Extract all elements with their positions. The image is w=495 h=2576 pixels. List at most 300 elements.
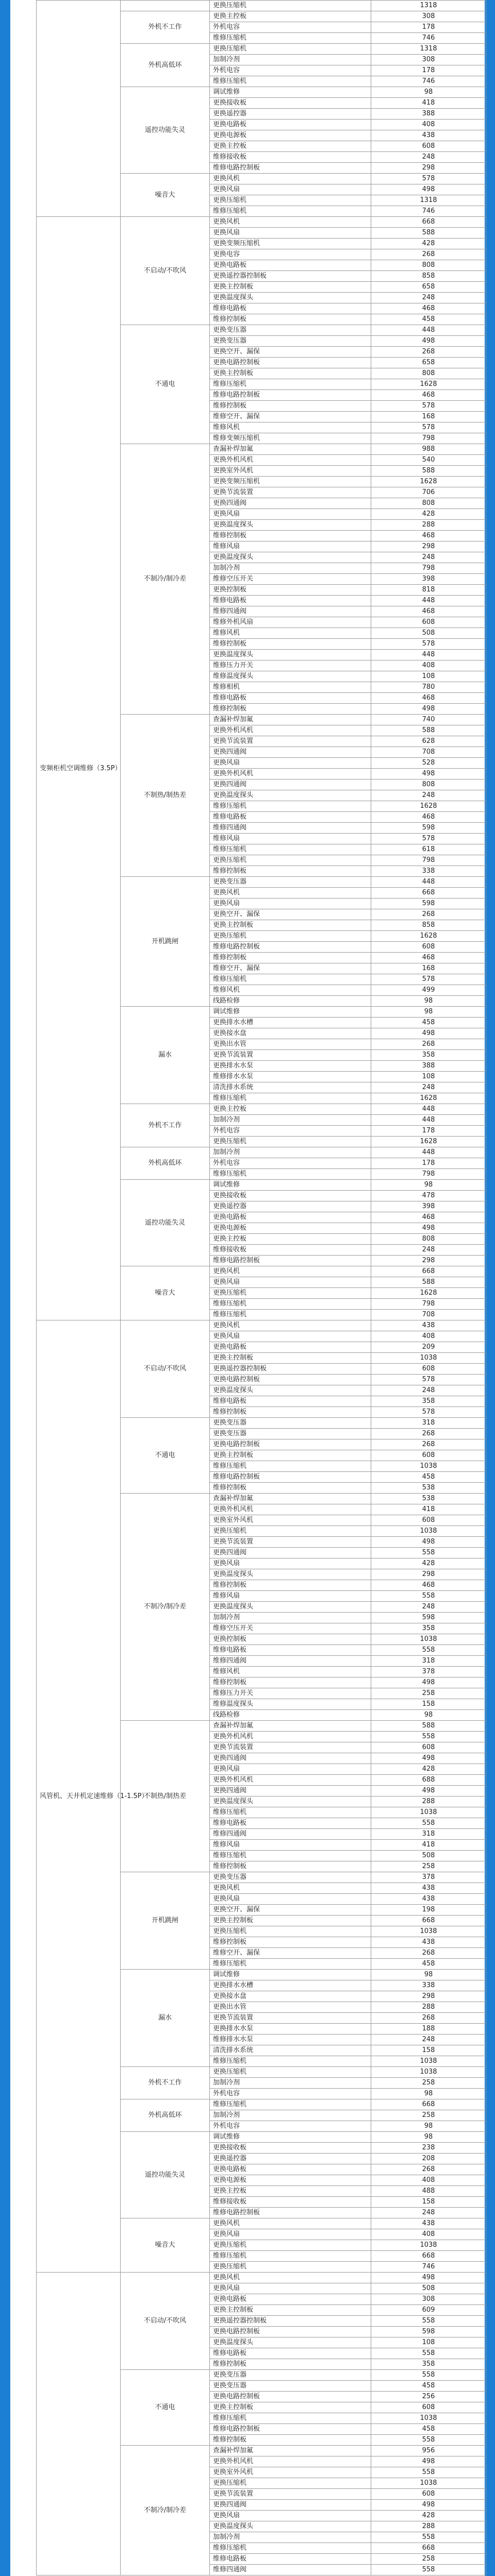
repair-item-cell: 更换出水管 [210, 2002, 371, 2013]
repair-item-cell: 更换外机风机 [210, 1775, 371, 1786]
price-cell: 458 [371, 314, 486, 325]
repair-item-cell: 维修控制板 [210, 531, 371, 541]
repair-item-cell: 外机电容 [210, 1126, 371, 1137]
fault-cell: 开机跳闸 [121, 1872, 210, 1970]
price-cell: 268 [371, 1948, 486, 1959]
repair-item-cell: 维修压缩机 [210, 1959, 371, 1970]
price-cell: 1038 [371, 1526, 486, 1537]
repair-item-cell: 更换排水水槽 [210, 1980, 371, 1991]
price-cell: 98 [371, 87, 486, 98]
repair-item-cell: 维修电路板 [210, 2554, 371, 2565]
price-cell: 1038 [371, 1461, 486, 1472]
price-cell: 540 [371, 455, 486, 466]
price-cell: 578 [371, 834, 486, 844]
repair-item-cell: 更换风机 [210, 2218, 371, 2229]
price-cell: 468 [371, 812, 486, 823]
price-cell: 558 [371, 2348, 486, 2359]
repair-item-cell: 维修排水水泵 [210, 1072, 371, 1082]
repair-item-cell: 维修压缩机 [210, 1807, 371, 1818]
repair-item-cell: 更换出水管 [210, 1039, 371, 1050]
repair-item-cell: 更换压缩机 [210, 1, 371, 11]
repair-item-cell: 维修压缩机 [210, 1461, 371, 1472]
fault-cell: 开机跳闸 [121, 877, 210, 1007]
repair-item-cell: 更换接水盘 [210, 1991, 371, 2002]
repair-item-cell: 更换外机风机 [210, 1504, 371, 1515]
price-cell: 468 [371, 303, 486, 314]
price-cell: 668 [371, 2251, 486, 2262]
price-cell: 538 [371, 1483, 486, 1494]
price-cell: 608 [371, 1742, 486, 1753]
repair-item-cell: 维修控制板 [210, 314, 371, 325]
price-cell: 258 [371, 1861, 486, 1872]
price-cell: 98 [371, 1710, 486, 1721]
repair-item-cell: 更换风机 [210, 2273, 371, 2283]
repair-item-cell: 查漏补焊加氟 [210, 715, 371, 725]
price-cell: 458 [371, 1018, 486, 1028]
price-cell: 668 [371, 1266, 486, 1277]
repair-item-cell: 更换变压器 [210, 2370, 371, 2381]
repair-item-cell: 维修控制板 [210, 953, 371, 963]
repair-item-cell: 更换外机风机 [210, 455, 371, 466]
repair-item-cell: 更换接收板 [210, 1191, 371, 1201]
price-cell: 808 [371, 1234, 486, 1245]
repair-item-cell: 调试维修 [210, 1180, 371, 1191]
repair-item-cell: 更换风机 [210, 174, 371, 184]
price-cell: 258 [371, 2110, 486, 2121]
repair-item-cell: 维修控制板 [210, 1580, 371, 1591]
repair-item-cell: 维修控制板 [210, 639, 371, 650]
repair-item-cell: 维修空开、漏保 [210, 963, 371, 974]
repair-item-cell: 维修四通阀 [210, 1829, 371, 1840]
price-cell: 448 [371, 650, 486, 660]
price-cell: 1038 [371, 1926, 486, 1937]
repair-item-cell: 更换电路控制板 [210, 1439, 371, 1450]
repair-item-cell: 维修压缩机 [210, 844, 371, 855]
repair-item-cell: 更换电路板 [210, 120, 371, 130]
repair-item-cell: 更换电源板 [210, 1223, 371, 1234]
price-cell: 578 [371, 974, 486, 985]
price-cell: 468 [371, 1212, 486, 1223]
repair-item-cell: 更换主控制板 [210, 920, 371, 931]
repair-item-cell: 维修控制板 [210, 401, 371, 412]
repair-item-cell: 维修压力开关 [210, 660, 371, 671]
repair-item-cell: 更换变压器 [210, 2381, 371, 2392]
repair-item-cell: 更换风机 [210, 1320, 371, 1331]
repair-item-cell: 更换压缩机 [210, 1288, 371, 1299]
repair-item-cell: 更换电路板 [210, 1212, 371, 1223]
price-cell: 188 [371, 2024, 486, 2035]
repair-item-cell: 维修压缩机 [210, 2251, 371, 2262]
price-cell: 178 [371, 1126, 486, 1137]
price-cell: 248 [371, 1385, 486, 1396]
repair-item-cell: 更换遥控器控制板 [210, 2316, 371, 2327]
price-cell: 338 [371, 1980, 486, 1991]
repair-item-cell: 维修压缩机 [210, 76, 371, 87]
repair-item-cell: 外机电容 [210, 2121, 371, 2132]
price-cell: 498 [371, 2456, 486, 2467]
repair-item-cell: 更换四通阀 [210, 1753, 371, 1764]
category-cell [37, 2273, 121, 2575]
price-cell: 578 [371, 1407, 486, 1418]
price-cell: 288 [371, 1797, 486, 1807]
price-cell: 608 [371, 617, 486, 628]
price-cell: 608 [371, 2402, 486, 2413]
repair-item-cell: 维修压缩机 [210, 801, 371, 812]
repair-item-cell: 更换电路控制板 [210, 2327, 371, 2337]
price-cell: 498 [371, 336, 486, 347]
price-cell: 608 [371, 1515, 486, 1526]
price-cell: 588 [371, 725, 486, 736]
repair-item-cell: 更换压缩机 [210, 2067, 371, 2078]
repair-item-cell: 维修电路板 [210, 1645, 371, 1656]
repair-item-cell: 更换变压器 [210, 1872, 371, 1883]
repair-item-cell: 更换外机风机 [210, 2456, 371, 2467]
price-cell: 248 [371, 293, 486, 303]
repair-item-cell: 加制冷剂 [210, 2110, 371, 2121]
repair-item-cell: 维修电路控制板 [210, 390, 371, 401]
repair-item-cell: 更换风机 [210, 1883, 371, 1894]
price-cell: 1628 [371, 1288, 486, 1299]
fault-cell: 不制冷/制冷差 [121, 1494, 210, 1721]
page-frame [10, 0, 485, 2576]
price-cell: 668 [371, 217, 486, 228]
price-cell: 428 [371, 509, 486, 520]
price-cell: 448 [371, 1115, 486, 1126]
price-cell: 358 [371, 1396, 486, 1407]
price-cell: 418 [371, 98, 486, 109]
price-cell: 740 [371, 715, 486, 725]
repair-item-cell: 更换风扇 [210, 1764, 371, 1775]
price-cell: 298 [371, 1991, 486, 2002]
price-cell: 1038 [371, 2240, 486, 2251]
repair-item-cell: 维修电路板 [210, 1818, 371, 1829]
repair-item-cell: 更换节流装置 [210, 1742, 371, 1753]
price-cell: 528 [371, 758, 486, 769]
repair-item-cell: 更换遥控器 [210, 2154, 371, 2164]
fault-cell: 外机不工作 [121, 1104, 210, 1147]
fault-cell: 外机高低环 [121, 1147, 210, 1180]
fault-cell: 漏水 [121, 1970, 210, 2067]
price-cell: 98 [371, 1180, 486, 1191]
repair-item-cell: 维修电路控制板 [210, 1256, 371, 1266]
repair-item-cell: 更换主控制板 [210, 2305, 371, 2316]
repair-item-cell: 维修接收板 [210, 1245, 371, 1256]
repair-item-cell: 维修风扇 [210, 834, 371, 844]
price-cell: 498 [371, 769, 486, 779]
table-row [37, 1320, 486, 1331]
price-cell: 588 [371, 1277, 486, 1288]
repair-item-cell: 查漏补焊加氟 [210, 1494, 371, 1504]
repair-item-cell: 维修温度探头 [210, 671, 371, 682]
repair-fee-table-body [37, 1, 486, 2575]
repair-item-cell: 更换空开、漏保 [210, 909, 371, 920]
table-row [37, 2273, 486, 2283]
price-cell: 478 [371, 1191, 486, 1201]
repair-item-cell: 更换风扇 [210, 1558, 371, 1569]
price-cell: 448 [371, 325, 486, 336]
price-cell: 248 [371, 2208, 486, 2218]
price-cell: 1628 [371, 801, 486, 812]
price-cell: 746 [371, 2262, 486, 2273]
repair-item-cell: 维修电路控制板 [210, 2424, 371, 2435]
price-cell: 428 [371, 2511, 486, 2521]
price-cell: 298 [371, 1256, 486, 1266]
price-cell: 308 [371, 55, 486, 65]
price-cell: 1038 [371, 2413, 486, 2424]
price-cell: 158 [371, 1699, 486, 1710]
repair-item-cell: 维修风扇 [210, 541, 371, 552]
repair-item-cell: 维修风机 [210, 1667, 371, 1677]
price-cell: 428 [371, 1764, 486, 1775]
price-cell: 256 [371, 2392, 486, 2402]
fault-cell: 外机高低环 [121, 44, 210, 87]
repair-item-cell: 更换压缩机 [210, 1926, 371, 1937]
repair-item-cell: 维修电路控制板 [210, 942, 371, 953]
repair-item-cell: 更换节流装置 [210, 1050, 371, 1061]
price-cell: 298 [371, 541, 486, 552]
repair-item-cell: 更换电路控制板 [210, 1375, 371, 1385]
price-cell: 558 [371, 2467, 486, 2478]
price-cell: 558 [371, 1645, 486, 1656]
repair-item-cell: 调试维修 [210, 1970, 371, 1980]
repair-item-cell: 更换温度探头 [210, 2521, 371, 2532]
category-cell: 风管机、天井机定速维修（1-1.5P） [37, 1320, 121, 2273]
fault-cell: 不制热/制热差 [121, 1721, 210, 1872]
repair-item-cell: 更换电源板 [210, 2175, 371, 2186]
price-cell: 609 [371, 2305, 486, 2316]
repair-item-cell: 更换四通阀 [210, 779, 371, 790]
price-cell: 418 [371, 1840, 486, 1851]
fault-cell: 不通电 [121, 1418, 210, 1494]
repair-item-cell: 维修四通阀 [210, 1656, 371, 1667]
repair-item-cell: 更换风扇 [210, 2229, 371, 2240]
repair-item-cell: 更换风扇 [210, 899, 371, 909]
repair-item-cell: 更换节流装置 [210, 2489, 371, 2500]
price-cell: 618 [371, 844, 486, 855]
price-cell: 558 [371, 1591, 486, 1602]
price-cell: 178 [371, 65, 486, 76]
price-cell: 858 [371, 271, 486, 282]
repair-item-cell: 更换温度探头 [210, 520, 371, 531]
price-cell: 268 [371, 909, 486, 920]
repair-item-cell: 外机电容 [210, 1158, 371, 1169]
price-cell: 108 [371, 1072, 486, 1082]
price-cell: 598 [371, 823, 486, 834]
fault-cell: 遥控功能失灵 [121, 2132, 210, 2218]
repair-item-cell: 更换四通阀 [210, 1786, 371, 1797]
repair-item-cell: 维修风扇 [210, 1591, 371, 1602]
price-cell: 558 [371, 1548, 486, 1558]
fault-cell: 外机不工作 [121, 11, 210, 44]
price-cell: 378 [371, 1872, 486, 1883]
price-cell: 498 [371, 2273, 486, 2283]
table-row [37, 217, 486, 228]
repair-item-cell: 更换控制板 [210, 1634, 371, 1645]
price-cell: 318 [371, 1829, 486, 1840]
price-cell: 398 [371, 574, 486, 585]
price-cell: 268 [371, 1439, 486, 1450]
price-cell: 428 [371, 1558, 486, 1569]
price-cell: 178 [371, 22, 486, 33]
repair-item-cell: 更换温度探头 [210, 552, 371, 563]
repair-fee-table [36, 0, 486, 2575]
price-cell: 988 [371, 444, 486, 455]
price-cell: 608 [371, 942, 486, 953]
repair-item-cell: 更换主控制板 [210, 2402, 371, 2413]
repair-item-cell: 更换主控制板 [210, 1353, 371, 1364]
price-cell: 608 [371, 1450, 486, 1461]
price-cell: 448 [371, 596, 486, 606]
price-cell: 468 [371, 390, 486, 401]
repair-item-cell: 维修空开、漏保 [210, 412, 371, 422]
price-cell: 98 [371, 1970, 486, 1980]
repair-item-cell: 更换节流装置 [210, 487, 371, 498]
price-cell: 238 [371, 2143, 486, 2154]
repair-item-cell: 更换风扇 [210, 1277, 371, 1288]
price-cell: 408 [371, 2175, 486, 2186]
repair-item-cell: 更换压缩机 [210, 195, 371, 206]
price-cell: 706 [371, 487, 486, 498]
repair-item-cell: 更换电路控制板 [210, 2392, 371, 2402]
price-cell: 658 [371, 282, 486, 293]
repair-item-cell: 维修风机 [210, 422, 371, 433]
price-cell: 288 [371, 520, 486, 531]
price-cell: 499 [371, 985, 486, 996]
repair-item-cell: 维修变频压缩机 [210, 433, 371, 444]
price-cell: 498 [371, 1753, 486, 1764]
repair-item-cell: 更换控制板 [210, 585, 371, 596]
repair-item-cell: 更换电路控制板 [210, 358, 371, 368]
repair-item-cell: 更换遥控器控制板 [210, 271, 371, 282]
repair-item-cell: 更换压缩机 [210, 1526, 371, 1537]
repair-item-cell: 更换压缩机 [210, 1137, 371, 1147]
price-cell: 798 [371, 855, 486, 866]
repair-item-cell: 更换温度探头 [210, 293, 371, 303]
repair-item-cell: 维修压缩机 [210, 2056, 371, 2067]
price-cell: 298 [371, 1569, 486, 1580]
price-cell: 108 [371, 2337, 486, 2348]
price-cell: 798 [371, 1169, 486, 1180]
repair-item-cell: 外机电容 [210, 2089, 371, 2099]
price-cell: 208 [371, 2154, 486, 2164]
fault-cell [121, 1, 210, 11]
price-cell: 1628 [371, 1093, 486, 1104]
repair-item-cell: 加制冷剂 [210, 2532, 371, 2543]
price-cell: 258 [371, 2078, 486, 2089]
price-cell: 508 [371, 1851, 486, 1861]
price-cell: 358 [371, 2359, 486, 2370]
repair-item-cell: 维修压缩机 [210, 1169, 371, 1180]
price-cell: 288 [371, 2002, 486, 2013]
price-cell: 798 [371, 1299, 486, 1310]
repair-item-cell: 维修相机 [210, 682, 371, 693]
price-cell: 408 [371, 1331, 486, 1342]
repair-item-cell: 调试维修 [210, 2132, 371, 2143]
repair-item-cell: 维修电路板 [210, 596, 371, 606]
price-cell: 668 [371, 2099, 486, 2110]
repair-item-cell: 更换风机 [210, 888, 371, 899]
fault-cell: 不启动/不吹风 [121, 1320, 210, 1418]
repair-item-cell: 更换风扇 [210, 2283, 371, 2294]
fault-cell: 噪音大 [121, 174, 210, 217]
repair-item-cell: 加制冷剂 [210, 1115, 371, 1126]
repair-item-cell: 维修控制板 [210, 704, 371, 715]
repair-item-cell: 更换电路板 [210, 260, 371, 271]
price-cell: 158 [371, 2197, 486, 2208]
repair-item-cell: 更换压缩机 [210, 2262, 371, 2273]
repair-item-cell: 外机电容 [210, 65, 371, 76]
repair-item-cell: 维修空开、漏保 [210, 1948, 371, 1959]
repair-item-cell: 维修风扇 [210, 1840, 371, 1851]
fault-cell: 遥控功能失灵 [121, 87, 210, 174]
repair-item-cell: 更换压缩机 [210, 2240, 371, 2251]
price-cell: 438 [371, 1883, 486, 1894]
price-cell: 498 [371, 1537, 486, 1548]
repair-item-cell: 更换风扇 [210, 2511, 371, 2521]
repair-item-cell: 维修压缩机 [210, 1851, 371, 1861]
repair-item-cell: 调试维修 [210, 1007, 371, 1018]
repair-item-cell: 维修四通阀 [210, 823, 371, 834]
price-cell: 1038 [371, 2478, 486, 2489]
repair-item-cell: 维修电路板 [210, 812, 371, 823]
repair-item-cell: 更换室外风机 [210, 466, 371, 477]
repair-item-cell: 更换四通阀 [210, 1548, 371, 1558]
repair-item-cell: 更换室外风机 [210, 1515, 371, 1526]
repair-item-cell: 查漏补焊加氟 [210, 1721, 371, 1732]
repair-item-cell: 更换外机风机 [210, 1732, 371, 1742]
fault-cell: 噪音大 [121, 2218, 210, 2273]
price-cell: 98 [371, 2121, 486, 2132]
fault-cell: 不启动/不吹风 [121, 217, 210, 325]
fault-cell: 不通电 [121, 2370, 210, 2446]
price-cell: 808 [371, 779, 486, 790]
price-cell: 746 [371, 206, 486, 217]
price-cell: 398 [371, 1201, 486, 1212]
repair-item-cell: 查漏补焊加氟 [210, 444, 371, 455]
price-cell: 209 [371, 1342, 486, 1353]
price-cell: 1628 [371, 931, 486, 942]
price-cell: 438 [371, 1894, 486, 1905]
repair-item-cell: 维修控制板 [210, 1937, 371, 1948]
repair-item-cell: 维修电路控制板 [210, 1472, 371, 1483]
repair-item-cell: 更换温度探头 [210, 790, 371, 801]
price-cell: 468 [371, 953, 486, 963]
repair-item-cell: 维修控制板 [210, 2435, 371, 2446]
price-cell: 578 [371, 1375, 486, 1385]
price-cell: 108 [371, 671, 486, 682]
repair-item-cell: 更换主控制板 [210, 368, 371, 379]
price-cell: 798 [371, 433, 486, 444]
price-cell: 608 [371, 1364, 486, 1375]
price-cell: 588 [371, 1721, 486, 1732]
price-cell: 248 [371, 152, 486, 163]
repair-item-cell: 更换接收板 [210, 2143, 371, 2154]
price-cell: 268 [371, 249, 486, 260]
price-cell: 658 [371, 358, 486, 368]
repair-item-cell: 清洗排水系统 [210, 2045, 371, 2056]
repair-item-cell: 维修接收板 [210, 2197, 371, 2208]
price-cell: 798 [371, 563, 486, 574]
fault-cell: 外机高低环 [121, 2099, 210, 2132]
price-cell: 858 [371, 920, 486, 931]
price-cell: 448 [371, 1104, 486, 1115]
repair-item-cell: 更换电容 [210, 249, 371, 260]
price-cell: 578 [371, 639, 486, 650]
repair-item-cell: 更换变频压缩机 [210, 477, 371, 487]
price-cell: 248 [371, 1245, 486, 1256]
repair-item-cell: 维修压缩机 [210, 2099, 371, 2110]
price-cell: 268 [371, 347, 486, 358]
